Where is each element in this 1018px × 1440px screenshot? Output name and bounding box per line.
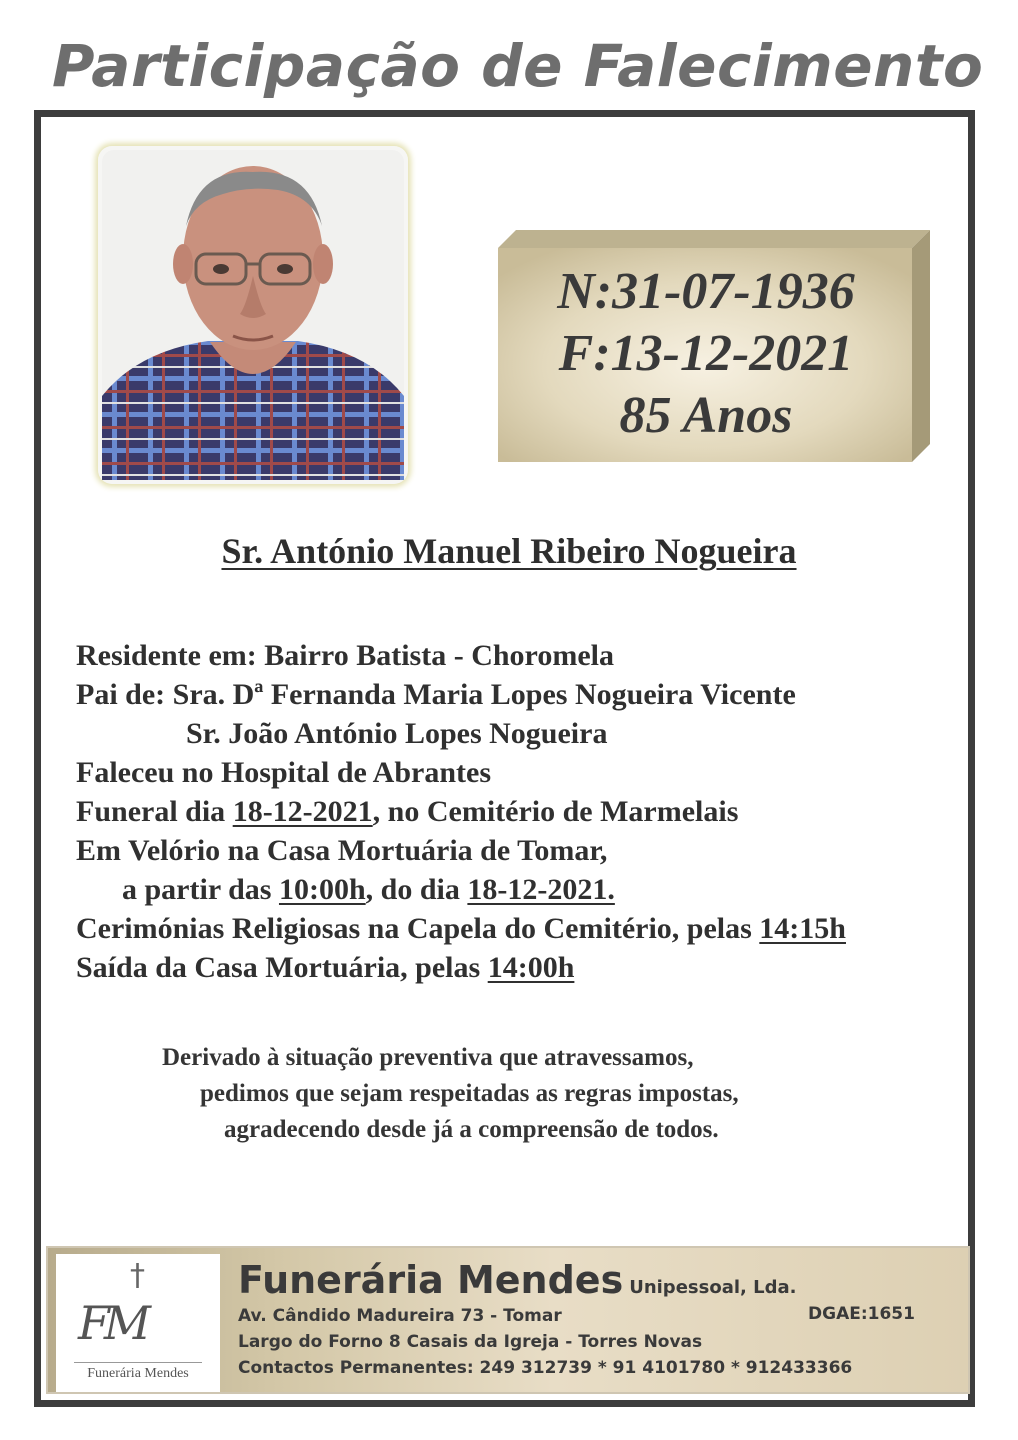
notice-line-3: agradecendo desde já a compreensão de todos. [224,1116,719,1143]
funeral-home-logo [56,1254,220,1392]
death-place-line: Faleceu no Hospital de Abrantes [76,756,492,789]
logo-name: Funerária Mendes [87,1366,189,1381]
residence-line: Residente em: Bairro Batista - Choromela [76,639,614,672]
dates-plaque [498,228,930,464]
details-block [76,636,846,987]
parent-line: Pai de: Sra. Dª Fernanda Maria Lopes Nogueira Vicente [76,678,796,711]
notice-line-2: pedimos que sejam respeitadas as regras impostas, [200,1080,739,1107]
departure-line: Saída da Casa Mortuária, pelas 14:00h [76,951,575,984]
deceased-name: Sr. António Manuel Ribeiro Nogueira [221,531,797,571]
birth-date: N:31-07-1936 [557,263,855,320]
contacts: Contactos Permanentes: 249 312739 * 91 4101780 * 912433366 [238,1358,853,1378]
notice-line-1: Derivado à situação preventiva que atravessamos, [162,1044,694,1071]
child-1: Sra. Dª Fernanda Maria Lopes Nogueira Vicente [172,678,796,711]
dgae-number: DGAE:1651 [808,1304,915,1324]
age: 85 Anos [619,387,793,444]
wake-time: 10:00h [278,873,366,906]
logo-monogram: FM [78,1296,146,1350]
covid-notice [0,1040,1018,1148]
death-date: F:13-12-2021 [558,325,854,382]
portrait-photo [98,146,408,484]
address-torres-novas: Largo do Forno 8 Casais da Igreja - Torres Novas [238,1332,703,1352]
logo-divider [74,1362,202,1363]
departure-time: 14:00h [487,951,575,984]
wake-time-line: a partir das 10:00h, do dia 18-12-2021. [122,873,615,906]
page-title: Participação de Falecimento [52,32,984,100]
wake-line: Em Velório na Casa Mortuária de Tomar, [76,834,608,867]
wake-date: 18-12-2021. [467,873,615,906]
cross-icon: † [130,1258,145,1293]
child-2: Sr. João António Lopes Nogueira [186,717,608,750]
funeral-home-footer [46,1246,970,1394]
company-name: Funerária Mendes Unipessoal, Lda. [238,1258,797,1302]
ceremony-line: Cerimónias Religiosas na Capela do Cemitério, pelas 14:15h [76,912,846,945]
funeral-date: 18-12-2021 [232,795,373,828]
funeral-line: Funeral dia 18-12-2021, no Cemitério de Marmelais [76,795,739,828]
address-tomar: Av. Cândido Madureira 73 - Tomar [238,1306,562,1326]
ceremony-time: 14:15h [759,912,846,945]
